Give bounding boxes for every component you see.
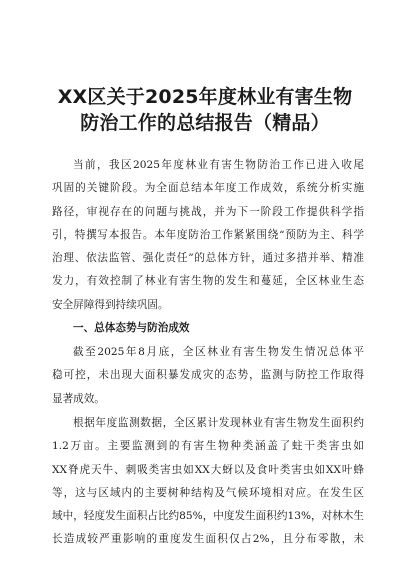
paragraph-line: 引，特撰写本报告。本年度防治工作紧紧围绕“预防为主、科学 — [52, 228, 364, 241]
paragraph-line: 安全屏障得到持续巩固。 — [52, 298, 169, 311]
paragraph-line: 稳可控，未出现大面积暴发成灾的态势，监测与防控工作取得 — [52, 369, 364, 382]
paragraph-line: 发力，有效控制了林业有害生物的发生和蔓延，全区林业生态 — [52, 275, 364, 288]
paragraph-line: 域中，轻度发生面积占比约85%，中度发生面积约13%，对林木生 — [52, 510, 364, 523]
paragraph-line: 巩固的关键阶段。为全面总结本年度工作成效，系统分析实施 — [52, 182, 364, 195]
document-title-line-1: XX区关于2025年度林业有害生物 — [57, 86, 353, 108]
section-heading-1: 一、总体态势与防治成效 — [73, 322, 190, 334]
paragraph-line: 等，这与区域内的主要树种结构及气候环境相对应。在发生区 — [52, 486, 364, 499]
intro-paragraph — [52, 154, 364, 317]
paragraph-line: 当前，我区2025年度林业有害生物防治工作已进入收尾 — [73, 159, 364, 171]
paragraph-line: XX脊虎天牛、刺吸类害虫如XX大蚜以及食叶类害虫如XX叶蜂 — [52, 463, 364, 476]
overview-paragraph — [52, 341, 364, 411]
paragraph-line: 根据年度监测数据，全区累计发现林业有害生物发生面积约 — [73, 417, 364, 429]
paragraph-line: 显著成效。 — [52, 392, 105, 405]
paragraph-line: 1.2万亩。主要监测到的有害生物种类涵盖了蛀干类害虫如 — [52, 440, 364, 453]
paragraph-line: 截至2025年8月底，全区林业有害生物发生情况总体平 — [73, 346, 364, 358]
monitoring-paragraph — [52, 412, 364, 552]
paragraph-line: 治理、依法监管、强化责任”的总体方针，通过多措并举、精准 — [52, 252, 364, 265]
document-title-line-2: 防治工作的总结报告（精品） — [80, 112, 330, 134]
paragraph-line: 长造成较严重影响的重度发生面积仅占2%，且分布零散，未 — [52, 533, 364, 546]
paragraph-line: 路径，审视存在的问题与挑战，并为下一阶段工作提供科学指 — [52, 205, 364, 218]
